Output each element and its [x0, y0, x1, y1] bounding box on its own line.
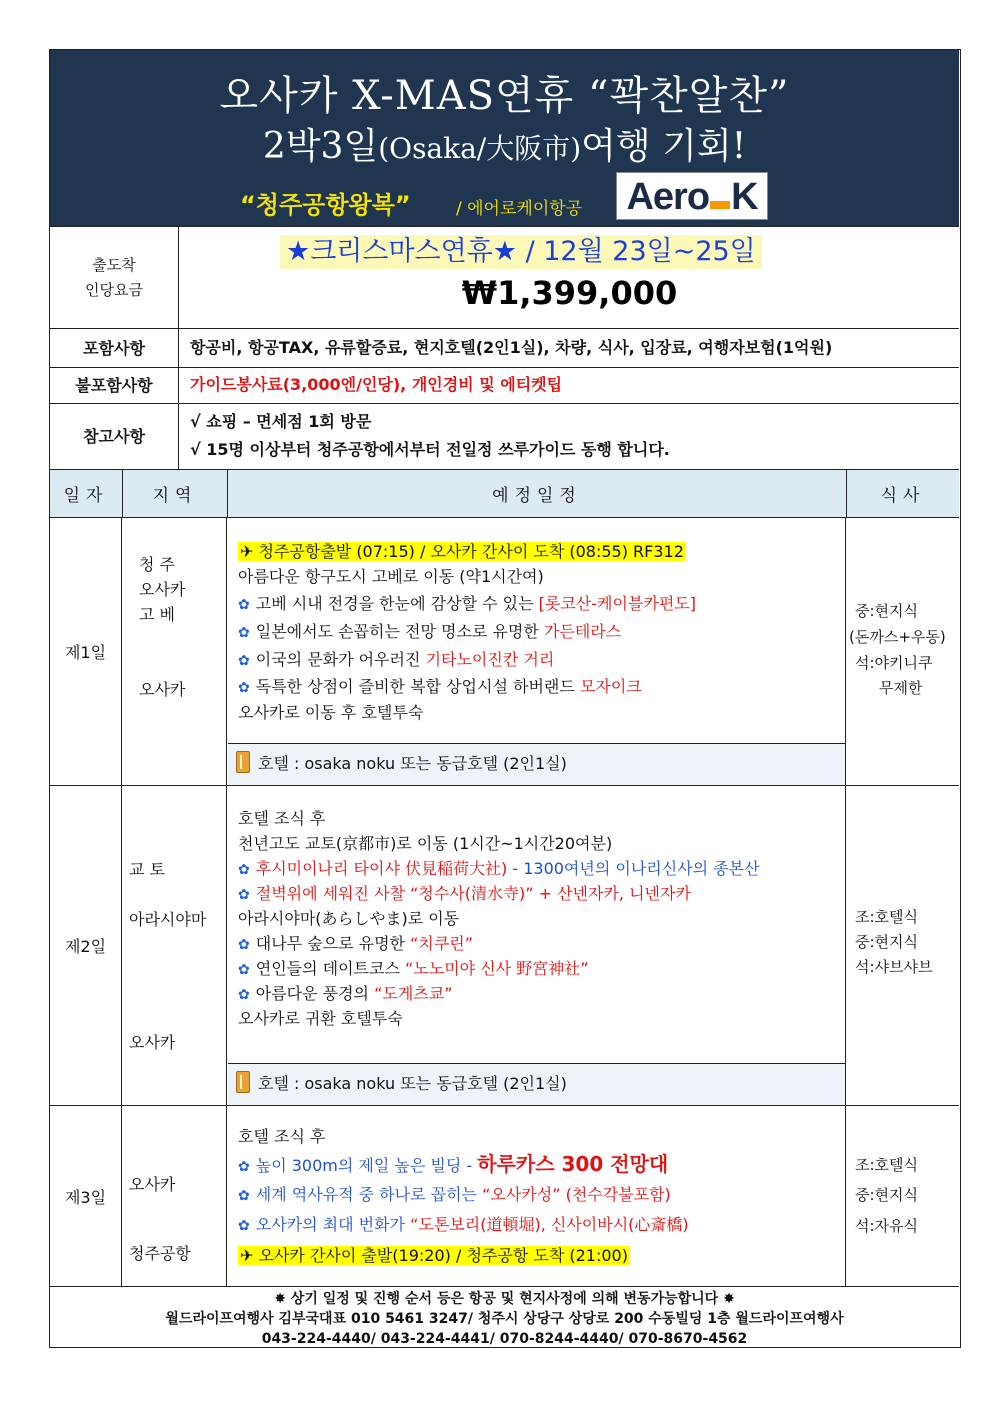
schedule-line: 오사카로 귀환 호텔투숙	[238, 1009, 403, 1028]
flower-icon: ✿	[238, 937, 250, 953]
schedule-item: ✿ 연인들의 데이트코스 “노노미야 신사 野宮神社”	[238, 959, 589, 978]
hotel-box	[228, 743, 845, 785]
title-line-1: 오사카 X-MAS연휴 “꽉찬알찬”	[219, 73, 790, 119]
flower-icon: ✿	[238, 987, 250, 1003]
schedule-item: ✿ 오사카의 최대 번화가 “도톤보리(道頓堀), 신사이바시(心斎橋)	[238, 1215, 689, 1234]
day-areas	[123, 786, 227, 1105]
flower-icon: ✿	[238, 625, 250, 641]
tour-flyer	[49, 49, 961, 1348]
day-3-row	[50, 1105, 959, 1286]
meal-item: 조:호텔식	[855, 908, 919, 926]
area-item: 고 베	[139, 605, 175, 624]
area-item: 오사카	[139, 680, 186, 699]
area-item: 청 주	[139, 555, 175, 574]
area-item: 아라시야마	[129, 910, 207, 929]
schedule-item: ✿ 고베 시내 전경을 한눈에 감상할 수 있는 [롯코산-케이블카편도]	[238, 594, 697, 613]
footer-phones: 043-224-4440/ 043-224-4441/ 070-8244-4440/ 070-8670-4562	[261, 1331, 748, 1347]
meal-item: 중:현지식	[855, 1186, 919, 1204]
aerok-logo	[616, 172, 768, 220]
schedule-line: 아름다운 항구도시 고베로 이동 (약1시간여)	[238, 567, 544, 586]
note-item: √ 15명 이상부터 청주공항에서부터 전일정 쓰루가이드 동행 합니다.	[190, 440, 670, 459]
excluded-row	[50, 367, 959, 403]
schedule-line: 아라시야마(あらしやま)로 이동	[238, 909, 460, 928]
day-meals	[847, 1106, 959, 1286]
included-text: 항공비, 항공TAX, 유류할증료, 현지호텔(2인1실), 차량, 식사, 입장료, 여행자보험(1억원)	[190, 338, 833, 357]
day-2-row	[50, 785, 959, 1105]
schedule-line: 호텔 조식 후	[238, 809, 326, 828]
title-duration: 2박3일	[262, 126, 379, 167]
excluded-text: 가이드봉사료(3,000엔/인당), 개인경비 및 에티켓팁	[190, 375, 563, 394]
hotel-icon	[236, 1071, 250, 1093]
day-meals	[847, 518, 959, 785]
day-label: 제1일	[50, 518, 122, 785]
flight-info: ✈ 청주공항출발 (07:15) / 오사카 간사이 도착 (08:55) RF312	[240, 542, 684, 561]
schedule-header-row	[50, 469, 959, 517]
hotel-icon	[236, 751, 250, 773]
meal-item: 중:현지식	[855, 933, 919, 951]
flower-icon: ✿	[238, 1159, 250, 1175]
flower-icon: ✿	[238, 862, 250, 878]
area-item: 오사카	[129, 1175, 176, 1194]
hotel-text: 호텔 : osaka noku 또는 동급호텔 (2인1실)	[258, 754, 567, 773]
footer	[50, 1286, 959, 1347]
schedule-item: ✿ 높이 300m의 제일 높은 빌딩 - 하루카스 300 전망대	[238, 1152, 669, 1176]
title-line-2	[50, 118, 959, 169]
airport-label: “청주공항왕복”	[240, 191, 411, 219]
area-item: 오사카	[139, 580, 186, 599]
price-row	[50, 226, 959, 328]
day-label: 제2일	[50, 786, 122, 1105]
price-label-line2: 인당요금	[85, 280, 143, 299]
logo-text-right: K	[731, 176, 758, 218]
day-1-row	[50, 517, 959, 785]
meal-item: 중:현지식	[855, 602, 919, 620]
schedule-item: ✿ 아름다운 풍경의 “도게츠쿄”	[238, 984, 453, 1003]
flower-icon: ✿	[238, 887, 250, 903]
day-areas	[123, 518, 227, 785]
flight-info: ✈ 오사카 간사이 출발(19:20) / 청주공항 도착 (21:00)	[240, 1246, 628, 1265]
footer-agency: 월드라이프여행사 김부국대표 010 5461 3247/ 청주시 상당구 상당로 200 수동빌딩 1층 월드라이프여행사	[165, 1311, 844, 1327]
price-cell	[180, 227, 959, 328]
meal-item: 무제한	[879, 679, 923, 697]
day-label: 제3일	[50, 1106, 122, 1286]
price-label	[50, 227, 179, 328]
schedule-item: ✿ 세계 역사유적 중 하나로 꼽히는 “오사카성” (천수각불포함)	[238, 1185, 671, 1204]
schedule-line: 천년고도 교토(京都市)로 이동 (1시간~1시간20여분)	[238, 834, 613, 853]
price-label-line1: 출도착	[92, 255, 136, 274]
schedule-item: ✿ 대나무 숲으로 유명한 “치쿠린”	[238, 934, 474, 953]
meal-item: 조:호텔식	[855, 1156, 919, 1174]
meal-item: 석:샤브샤브	[855, 958, 933, 976]
flower-icon: ✿	[238, 1218, 250, 1234]
notes-row	[50, 403, 959, 469]
day-schedule	[228, 786, 846, 1105]
price-value: ₩1,399,000	[461, 274, 678, 312]
day-meals	[847, 786, 959, 1105]
title-city: (Osaka/大阪市)	[378, 132, 582, 165]
meal-item: 석:자유식	[855, 1217, 919, 1235]
flower-icon: ✿	[238, 597, 250, 613]
day-schedule	[228, 1106, 846, 1286]
header-area: 지역	[123, 470, 228, 517]
area-item: 오사카	[129, 1033, 176, 1052]
included-label: 포함사항	[50, 329, 179, 367]
flower-icon: ✿	[238, 1188, 250, 1204]
area-item: 청주공항	[129, 1244, 191, 1263]
logo-dash	[710, 201, 730, 209]
day-schedule	[228, 518, 846, 785]
schedule-line: 오사카로 이동 후 호텔투숙	[238, 703, 424, 722]
note-item: √ 쇼핑 – 면세점 1회 방문	[190, 412, 372, 431]
meal-item: (돈까스+우동)	[849, 628, 946, 646]
schedule-item: ✿ 후시미이나리 타이샤 伏見稲荷大社) - 1300여년의 이나리신사의 종본산	[238, 859, 760, 878]
schedule-item: ✿ 이국의 문화가 어우러진 기타노이진칸 거리	[238, 650, 555, 669]
airline-label: / 에어로케이항공	[456, 199, 583, 219]
price-title: ★크리스마스연휴★ / 12월 23일~25일	[280, 235, 762, 269]
schedule-line: 호텔 조식 후	[238, 1127, 326, 1146]
header-day: 일자	[50, 470, 123, 517]
footer-notice: ✸ 상기 일정 및 진행 순서 등은 항공 및 현지사정에 의해 변동가능합니다 ✸	[274, 1291, 735, 1307]
logo-text-left: Aero	[626, 176, 710, 218]
flower-icon: ✿	[238, 962, 250, 978]
notes-label: 참고사항	[50, 404, 179, 469]
hotel-text: 호텔 : osaka noku 또는 동급호텔 (2인1실)	[258, 1074, 567, 1093]
header-meal: 식사	[880, 486, 926, 506]
schedule-item: ✿ 일본에서도 손꼽히는 전망 명소로 유명한 가든테라스	[238, 622, 622, 641]
notes-cell	[180, 404, 959, 469]
header-schedule: 예정일정	[228, 470, 847, 517]
schedule-item: ✿ 절벽위에 세워진 사찰 “청수사(清水寺)” + 산넨자카, 니넨자카	[238, 884, 691, 903]
flower-icon: ✿	[238, 680, 250, 696]
flower-icon: ✿	[238, 653, 250, 669]
title-opportunity: 여행 기회!	[581, 126, 747, 167]
excluded-label: 불포함사항	[50, 368, 179, 403]
area-item: 교 토	[129, 860, 165, 879]
header-banner	[50, 50, 959, 226]
day-areas	[123, 1106, 227, 1286]
hotel-box	[228, 1063, 845, 1105]
meal-item: 석:야키니쿠	[855, 654, 933, 672]
included-row	[50, 328, 959, 367]
schedule-item: ✿ 독특한 상점이 즐비한 복합 상업시설 하버랜드 모자이크	[238, 677, 642, 696]
